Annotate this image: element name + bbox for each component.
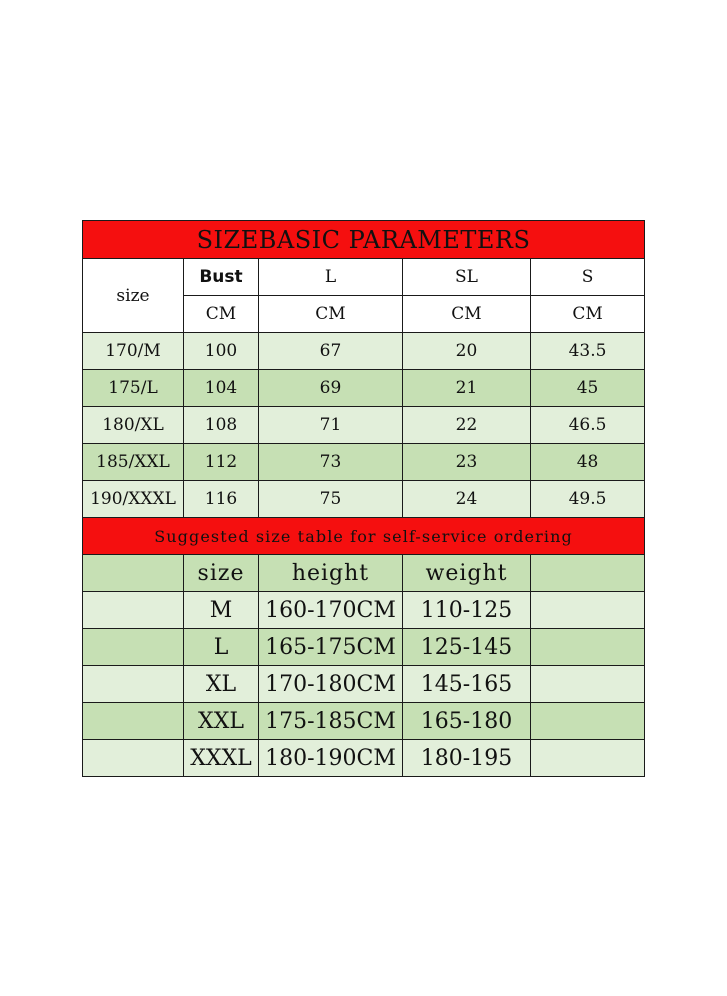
table-row bbox=[83, 740, 645, 777]
suggestion-title-row bbox=[83, 518, 645, 555]
row-bust: 100 bbox=[184, 333, 259, 370]
row-sl: 21 bbox=[403, 370, 531, 407]
title-row bbox=[83, 221, 645, 259]
suggestion-height: 160-170CM bbox=[259, 592, 403, 629]
row-sl: 23 bbox=[403, 444, 531, 481]
row-sl: 24 bbox=[403, 481, 531, 518]
row-l: 71 bbox=[259, 407, 403, 444]
empty-cell bbox=[531, 740, 645, 777]
table-row bbox=[83, 444, 645, 481]
suggestion-height: 175-185CM bbox=[259, 703, 403, 740]
suggestion-size: XL bbox=[184, 666, 259, 703]
chart-title: SIZEBASIC PARAMETERS bbox=[83, 221, 645, 259]
empty-cell bbox=[531, 703, 645, 740]
size-chart-table bbox=[82, 220, 645, 777]
suggestion-size: XXL bbox=[184, 703, 259, 740]
table-row bbox=[83, 703, 645, 740]
row-l: 69 bbox=[259, 370, 403, 407]
empty-cell bbox=[83, 740, 184, 777]
suggestion-height: 180-190CM bbox=[259, 740, 403, 777]
row-sl: 22 bbox=[403, 407, 531, 444]
row-s: 48 bbox=[531, 444, 645, 481]
empty-cell bbox=[531, 592, 645, 629]
suggestion-size: L bbox=[184, 629, 259, 666]
suggestion-weight: 145-165 bbox=[403, 666, 531, 703]
empty-cell bbox=[531, 629, 645, 666]
row-size: 175/L bbox=[83, 370, 184, 407]
row-s: 46.5 bbox=[531, 407, 645, 444]
suggestion-header-row bbox=[83, 555, 645, 592]
row-bust: 104 bbox=[184, 370, 259, 407]
header-l: L bbox=[259, 259, 403, 296]
header-sl: SL bbox=[403, 259, 531, 296]
empty-cell bbox=[83, 666, 184, 703]
table-row bbox=[83, 370, 645, 407]
row-bust: 116 bbox=[184, 481, 259, 518]
suggestion-header-size: size bbox=[184, 555, 259, 592]
empty-cell bbox=[83, 555, 184, 592]
header-bust: Bust bbox=[184, 259, 259, 296]
header-s: S bbox=[531, 259, 645, 296]
parameter-header-row bbox=[83, 259, 645, 296]
row-size: 180/XL bbox=[83, 407, 184, 444]
empty-cell bbox=[531, 555, 645, 592]
empty-cell bbox=[83, 629, 184, 666]
row-size: 170/M bbox=[83, 333, 184, 370]
suggestion-title: Suggested size table for self-service ordering bbox=[83, 518, 645, 555]
unit-l: CM bbox=[259, 296, 403, 333]
table-row bbox=[83, 333, 645, 370]
row-sl: 20 bbox=[403, 333, 531, 370]
table-row bbox=[83, 592, 645, 629]
suggestion-weight: 165-180 bbox=[403, 703, 531, 740]
suggestion-header-weight: weight bbox=[403, 555, 531, 592]
suggestion-header-height: height bbox=[259, 555, 403, 592]
row-s: 45 bbox=[531, 370, 645, 407]
suggestion-height: 165-175CM bbox=[259, 629, 403, 666]
suggestion-weight: 110-125 bbox=[403, 592, 531, 629]
row-s: 49.5 bbox=[531, 481, 645, 518]
table-row bbox=[83, 629, 645, 666]
unit-bust: CM bbox=[184, 296, 259, 333]
row-size: 185/XXL bbox=[83, 444, 184, 481]
row-l: 73 bbox=[259, 444, 403, 481]
size-column-header: size bbox=[83, 259, 184, 333]
row-l: 75 bbox=[259, 481, 403, 518]
empty-cell bbox=[531, 666, 645, 703]
table-row bbox=[83, 407, 645, 444]
suggestion-size: XXXL bbox=[184, 740, 259, 777]
unit-sl: CM bbox=[403, 296, 531, 333]
row-size: 190/XXXL bbox=[83, 481, 184, 518]
row-s: 43.5 bbox=[531, 333, 645, 370]
table-row bbox=[83, 666, 645, 703]
suggestion-height: 170-180CM bbox=[259, 666, 403, 703]
empty-cell bbox=[83, 703, 184, 740]
suggestion-weight: 125-145 bbox=[403, 629, 531, 666]
row-bust: 112 bbox=[184, 444, 259, 481]
unit-s: CM bbox=[531, 296, 645, 333]
table-row bbox=[83, 481, 645, 518]
suggestion-weight: 180-195 bbox=[403, 740, 531, 777]
suggestion-size: M bbox=[184, 592, 259, 629]
row-l: 67 bbox=[259, 333, 403, 370]
row-bust: 108 bbox=[184, 407, 259, 444]
empty-cell bbox=[83, 592, 184, 629]
